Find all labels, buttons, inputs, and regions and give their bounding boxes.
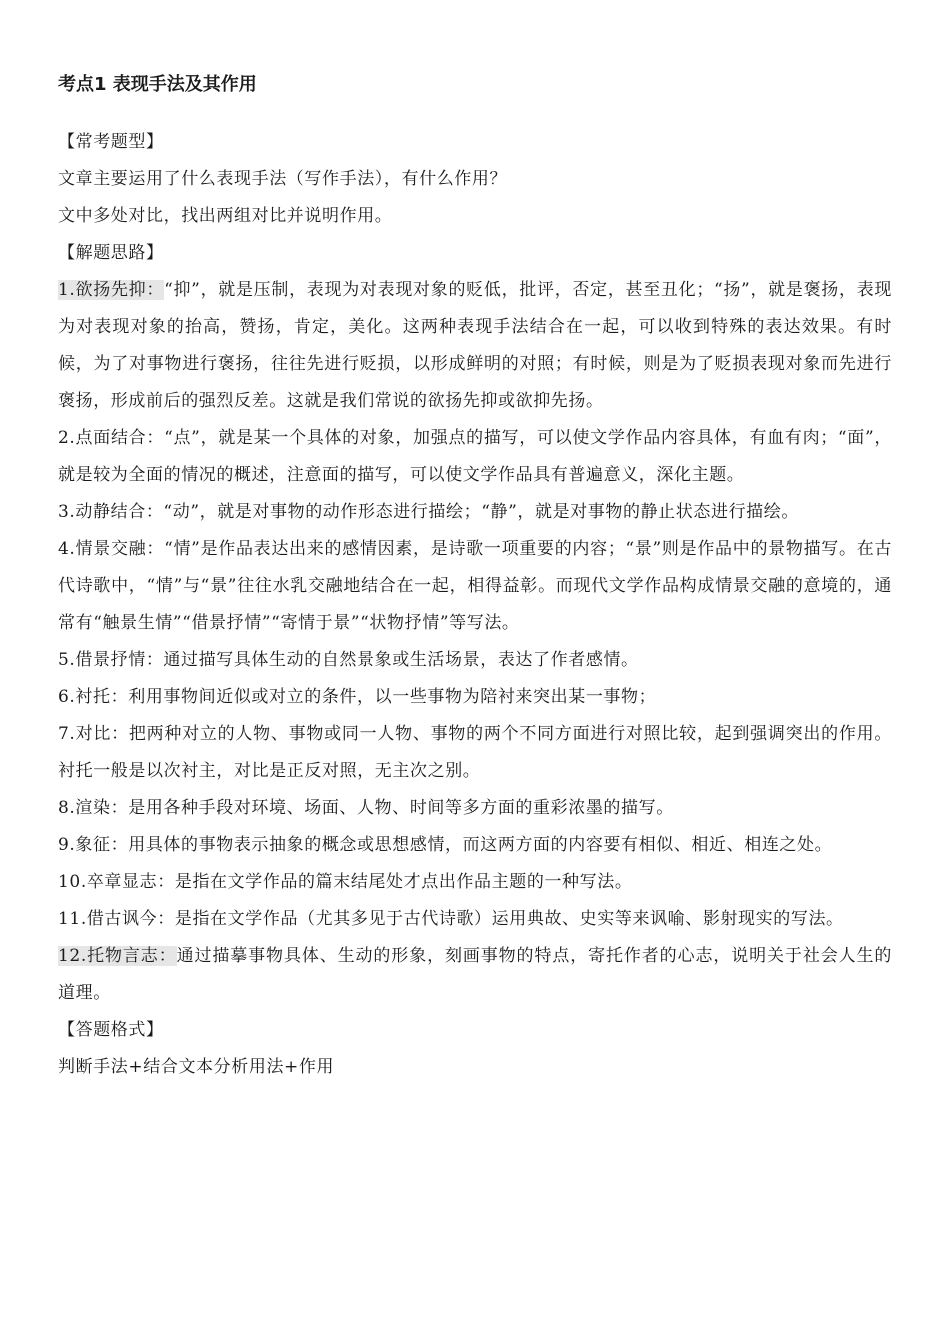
section-heading-approach: 【解题思路】 <box>58 243 164 263</box>
technique-term: 7.对比： <box>58 724 129 744</box>
document-page <box>58 70 892 1086</box>
technique-text: 是指在文学作品的篇末结尾处才点出作品主题的一种写法。 <box>174 872 633 892</box>
technique-term: 11.借古讽今： <box>58 909 175 929</box>
technique-text: 通过描摹事物具体、生动的形象，刻画事物的特点，寄托作者的心志，说明关于社会人生的道理。 <box>58 946 892 1003</box>
technique-text: “抑”，就是压制，表现为对表现对象的贬低，批评，否定，甚至丑化；“扬”，就是褒扬，表现为对表现对象的抬高，赞扬，肯定，美化。这两种表现手法结合在一起，可以收到特殊的表达效果。有时候，为了对事物进行褒扬，往往先进行贬损，以形成鲜明的对照；有时候，则是为了贬损表现对象而先进行褒扬，形成前后的强烈反差。这就是我们常说的欲扬先抑或欲抑先扬。 <box>58 280 892 411</box>
technique-text: “点”，就是某一个具体的对象，加强点的描写，可以使文学作品内容具体，有血有肉；“面”，就是较为全面的情况的概述，注意面的描写，可以使文学作品具有普遍意义，深化主题。 <box>58 428 892 485</box>
technique-item <box>58 642 892 679</box>
technique-item <box>58 494 892 531</box>
technique-text: “动”，就是对事物的动作形态进行描绘；“静”，就是对事物的静止状态进行描绘。 <box>163 502 799 522</box>
technique-item <box>58 272 892 420</box>
technique-term: 12.托物言志： <box>58 946 177 966</box>
technique-text: 是指在文学作品（尤其多见于古代诗歌）运用典故、史实等来讽喻、影射现实的写法。 <box>174 909 844 929</box>
technique-text: 把两种对立的人物、事物或同一人物、事物的两个不同方面进行对照比较，起到强调突出的作用。衬托一般是以次衬主，对比是正反对照，无主次之别。 <box>58 724 892 781</box>
technique-term: 4.情景交融： <box>58 539 165 559</box>
answer-format-line: 判断手法+结合文本分析用法+作用 <box>58 1057 335 1077</box>
technique-term: 3.动静结合： <box>58 502 164 522</box>
page-title: 考点1 表现手法及其作用 <box>58 74 257 95</box>
technique-text: 利用事物间近似或对立的条件，以一些事物为陪衬来突出某一事物； <box>128 687 657 707</box>
question-type-line: 文中多处对比，找出两组对比并说明作用。 <box>58 206 393 226</box>
technique-term: 10.卒章显志： <box>58 872 175 892</box>
technique-item <box>58 901 892 938</box>
technique-term: 1.欲扬先抑： <box>58 280 165 300</box>
technique-item <box>58 938 892 1012</box>
technique-term: 6.衬托： <box>58 687 129 707</box>
technique-item <box>58 716 892 790</box>
technique-item <box>58 864 892 901</box>
question-type-line: 文章主要运用了什么表现手法（写作手法），有什么作用？ <box>58 169 508 189</box>
technique-item <box>58 531 892 642</box>
technique-term: 9.象征： <box>58 835 129 855</box>
technique-item <box>58 827 892 864</box>
technique-text: “情”是作品表达出来的感情因素，是诗歌一项重要的内容；“景”则是作品中的景物描写。在古代诗歌中，“情”与“景”往往水乳交融地结合在一起，相得益彰。而现代文学作品构成情景交融的意境的，通常有“触景生情”“借景抒情”“寄情于景”“状物抒情”等写法。 <box>58 539 892 633</box>
technique-item <box>58 790 892 827</box>
technique-term: 2.点面结合： <box>58 428 165 448</box>
technique-text: 用具体的事物表示抽象的概念或思想感情，而这两方面的内容要有相似、相近、相连之处。 <box>128 835 833 855</box>
technique-item <box>58 420 892 494</box>
technique-term: 8.渲染： <box>58 798 129 818</box>
technique-text: 通过描写具体生动的自然景象或生活场景，表达了作者感情。 <box>163 650 639 670</box>
section-heading-common-types: 【常考题型】 <box>58 132 164 152</box>
section-heading-answer-format: 【答题格式】 <box>58 1020 164 1040</box>
technique-term: 5.借景抒情： <box>58 650 164 670</box>
technique-text: 是用各种手段对环境、场面、人物、时间等多方面的重彩浓墨的描写。 <box>128 798 674 818</box>
technique-item <box>58 679 892 716</box>
